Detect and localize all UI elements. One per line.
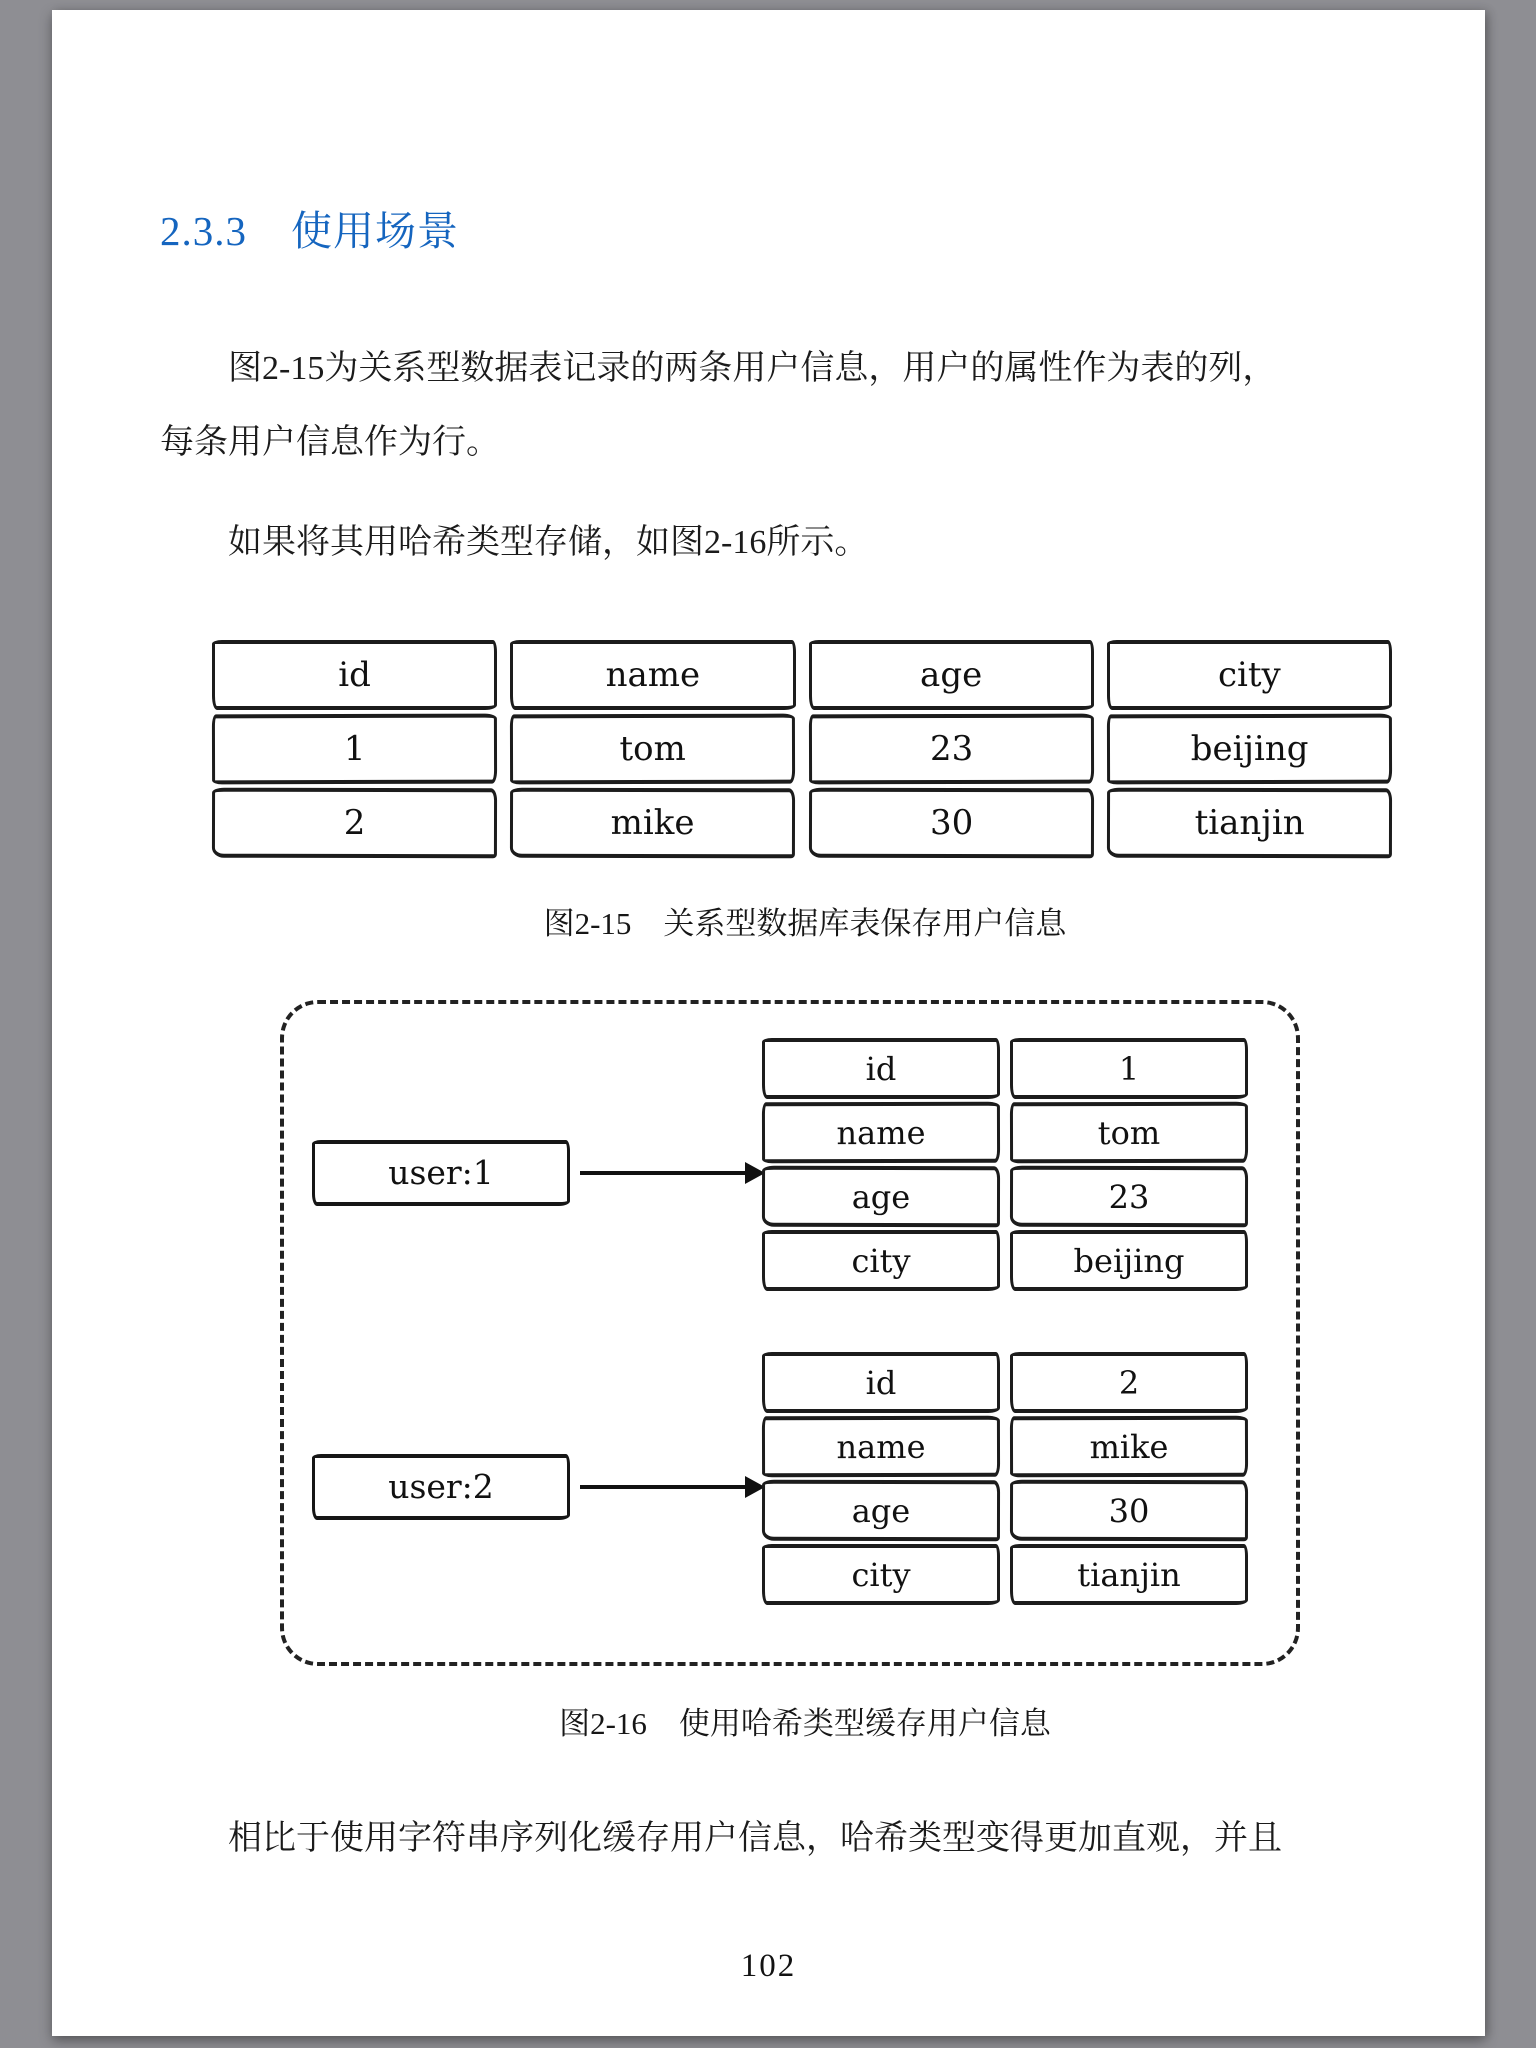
section-heading	[160, 198, 459, 257]
caption-text: 使用哈希类型缓存用户信息	[678, 1706, 1051, 1741]
table-cell: tianjin	[1107, 788, 1392, 859]
figure-2-15-table	[212, 640, 1392, 858]
field-name-cell: name	[762, 1102, 1000, 1164]
key-box-user1: user:1	[312, 1140, 570, 1206]
table-header-cell: id	[212, 640, 497, 710]
arrow-right-icon	[580, 1171, 748, 1175]
table-cell: mike	[510, 788, 795, 859]
hash-group-user2	[312, 1362, 1248, 1611]
field-name-cell: id	[762, 1352, 1000, 1413]
table-cell: 30	[808, 788, 1093, 859]
table-cell: tom	[510, 714, 795, 785]
book-page	[52, 10, 1485, 2036]
figure-2-16-caption	[160, 1698, 1450, 1743]
hash-field-table-user1	[762, 1038, 1248, 1291]
table-header-cell: name	[510, 640, 795, 710]
field-name-cell: city	[762, 1230, 1000, 1291]
table-column-city	[1107, 640, 1392, 858]
key-box-user2: user:2	[312, 1454, 570, 1520]
table-cell: 2	[212, 788, 497, 859]
section-number: 2.3.3	[160, 208, 247, 254]
page-number: 102	[740, 1948, 797, 1984]
field-value-cell: mike	[1010, 1416, 1248, 1478]
figure-2-16-diagram	[280, 1000, 1300, 1666]
hash-group-user1	[312, 1048, 1248, 1297]
table-cell: 1	[212, 714, 497, 785]
paragraph-hash-note: 如果将其用哈希类型存储，如图2-16所示。	[228, 524, 869, 561]
table-column-id	[212, 640, 497, 858]
paragraph-line: 图2-15为关系型数据表记录的两条用户信息，用户的属性作为表的列，	[228, 350, 1277, 387]
caption-label: 图2-16	[559, 1706, 647, 1741]
field-name-cell: city	[762, 1544, 1000, 1605]
section-title: 使用场景	[291, 208, 459, 254]
hash-field-values	[1010, 1038, 1248, 1291]
table-cell: beijing	[1107, 714, 1392, 785]
field-name-cell: age	[762, 1480, 1000, 1541]
field-value-cell: 2	[1010, 1352, 1248, 1413]
field-value-cell: tianjin	[1010, 1544, 1248, 1605]
hash-field-names	[762, 1038, 1000, 1291]
hash-field-values	[1010, 1352, 1248, 1605]
field-value-cell: 23	[1010, 1166, 1248, 1227]
caption-text: 关系型数据库表保存用户信息	[663, 906, 1067, 941]
field-value-cell: tom	[1010, 1102, 1248, 1164]
hash-field-table-user2	[762, 1352, 1248, 1605]
table-column-name	[510, 640, 795, 858]
caption-label: 图2-15	[543, 906, 632, 941]
table-header-cell: age	[809, 640, 1094, 710]
field-name-cell: age	[762, 1166, 1000, 1227]
paragraph-intro	[160, 332, 1450, 480]
table-header-cell: city	[1107, 640, 1392, 710]
arrow-right-icon	[580, 1485, 748, 1489]
field-value-cell: 1	[1010, 1038, 1248, 1099]
table-cell: 23	[808, 714, 1093, 785]
field-name-cell: id	[762, 1038, 1000, 1099]
paragraph-comparison: 相比于使用字符串序列化缓存用户信息，哈希类型变得更加直观，并且	[228, 1820, 1282, 1857]
hash-field-names	[762, 1352, 1000, 1605]
figure-2-15-caption	[160, 898, 1450, 943]
field-name-cell: name	[762, 1416, 1000, 1478]
field-value-cell: beijing	[1010, 1230, 1248, 1291]
field-value-cell: 30	[1010, 1480, 1248, 1541]
paragraph-line: 每条用户信息作为行。	[160, 424, 500, 461]
table-column-age	[809, 640, 1094, 858]
